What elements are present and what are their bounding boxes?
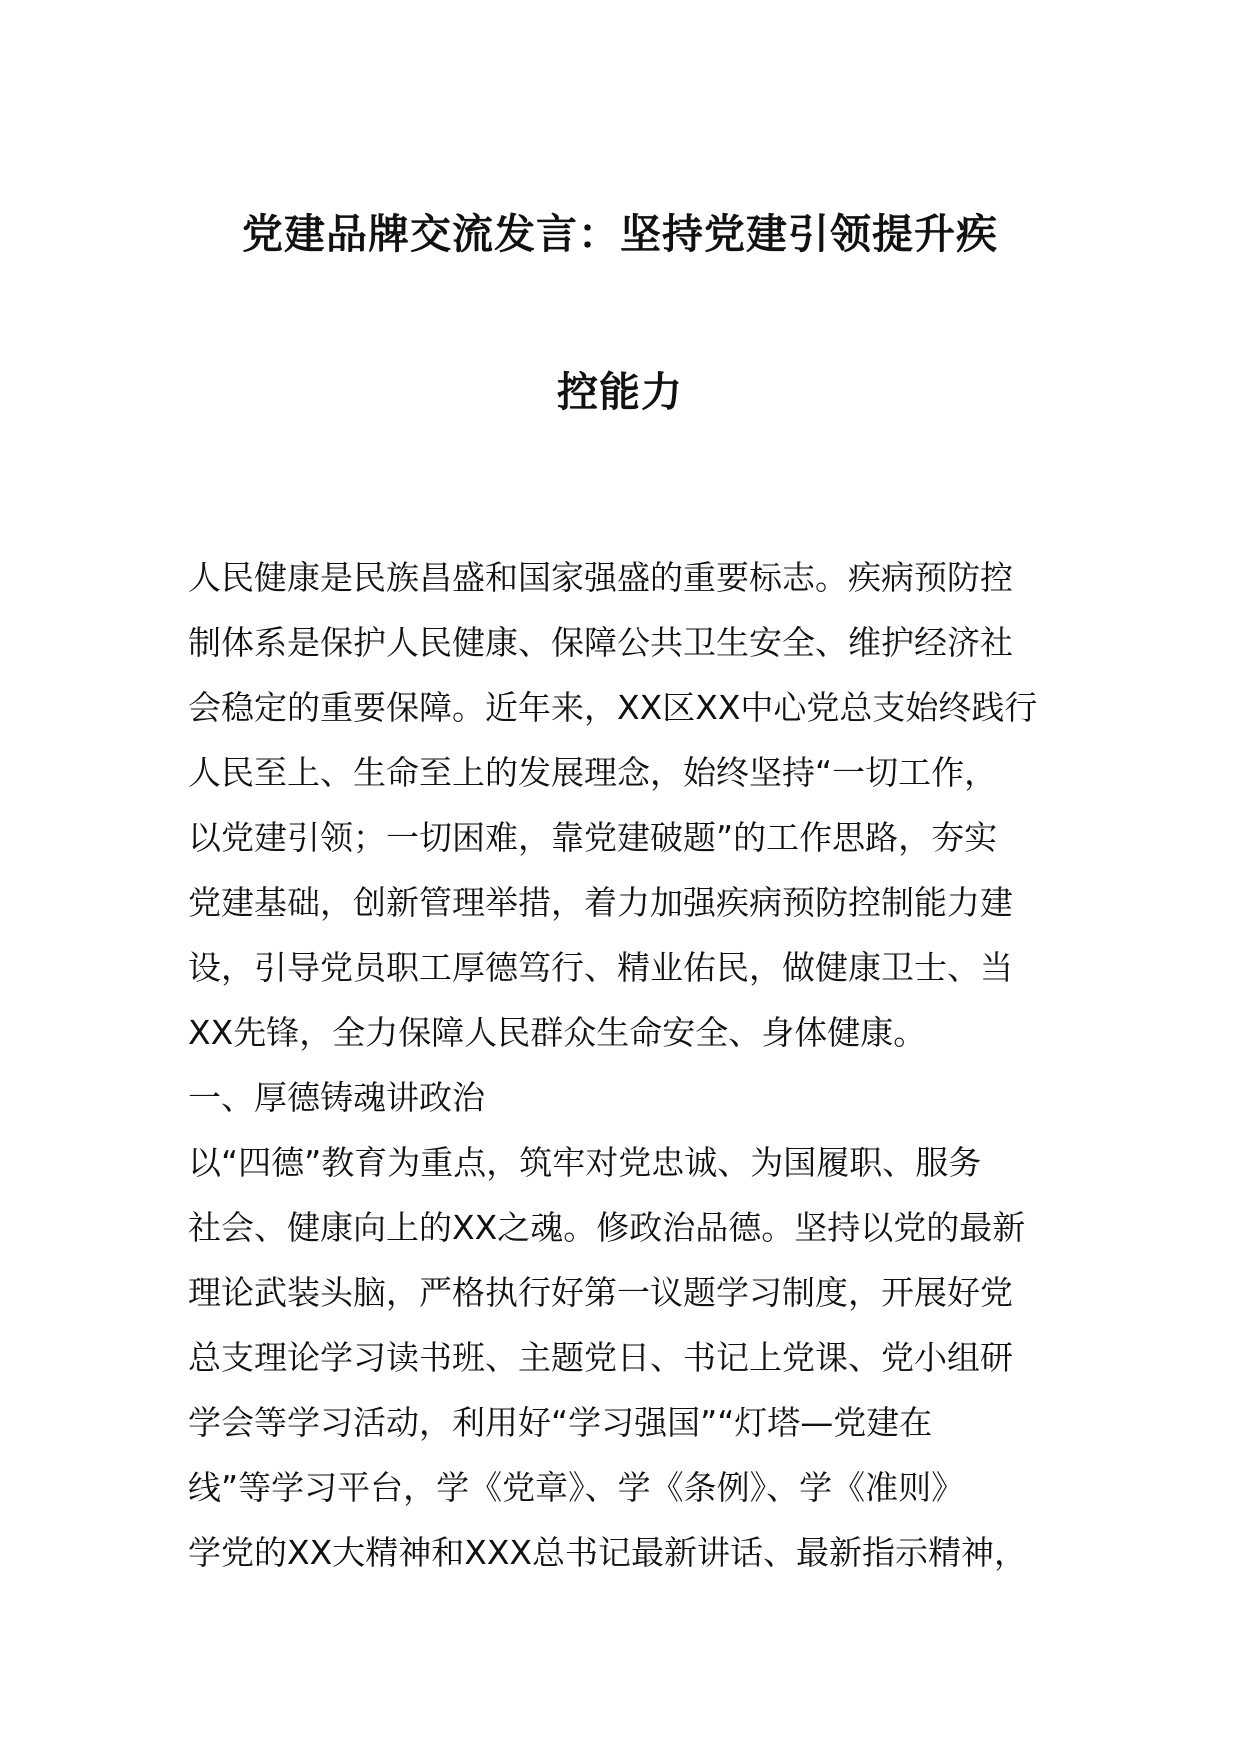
body-line: 会稳定的重要保障。近年来，XX区XX中心党总支始终践行 bbox=[188, 688, 1038, 727]
document-title-line-2: 控能力 bbox=[557, 368, 683, 416]
body-line: 社会、健康向上的XX之魂。修政治品德。坚持以党的最新 bbox=[188, 1208, 1026, 1247]
body-line: 理论武装头脑，严格执行好第一议题学习制度，开展好党 bbox=[188, 1273, 1013, 1312]
body-line: 党建基础，创新管理举措，着力加强疾病预防控制能力建 bbox=[188, 883, 1013, 922]
body-line: 线”等学习平台，学《党章》、学《条例》、学《准则》 bbox=[188, 1468, 965, 1507]
section-heading: 一、厚德铸魂讲政治 bbox=[188, 1078, 485, 1117]
body-line: 人民至上、生命至上的发展理念，始终坚持“一切工作， bbox=[188, 753, 998, 792]
body-line: XX先锋，全力保障人民群众生命安全、身体健康。 bbox=[188, 1013, 927, 1052]
body-line: 以“四德”教育为重点，筑牢对党忠诚、为国履职、服务 bbox=[188, 1143, 982, 1182]
document-body bbox=[188, 545, 1060, 1585]
body-line: 设，引导党员职工厚德笃行、精业佑民，做健康卫士、当 bbox=[188, 948, 1013, 987]
body-line: 总支理论学习读书班、主题党日、书记上党课、党小组研 bbox=[188, 1338, 1013, 1377]
document-title-line-1: 党建品牌交流发言：坚持党建引领提升疾 bbox=[242, 210, 998, 258]
body-line: 学会等学习活动，利用好“学习强国”“灯塔—党建在 bbox=[188, 1403, 933, 1442]
body-line: 学党的XX大精神和XXX总书记最新讲话、最新指示精神， bbox=[188, 1533, 1028, 1572]
body-line: 人民健康是民族昌盛和国家强盛的重要标志。疾病预防控 bbox=[188, 558, 1013, 597]
body-line: 以党建引领；一切困难，靠党建破题”的工作思路，夯实 bbox=[188, 818, 998, 857]
body-line: 制体系是保护人民健康、保障公共卫生安全、维护经济社 bbox=[188, 623, 1013, 662]
